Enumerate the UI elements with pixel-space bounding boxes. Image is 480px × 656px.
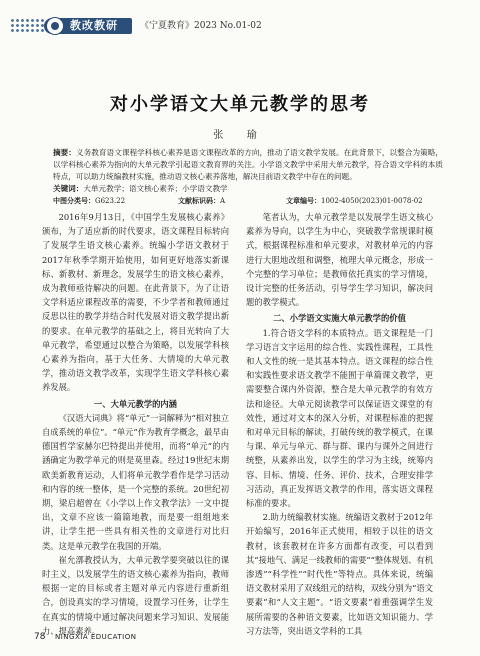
body-paragraph: 1.符合语文学科的本质特点。语文课程是一门学习语言文字运用的综合性、实践性课程，工具性和人文性的统一是其基本特点。语文课程的综合性和实践性要求语文教学不能囿于单篇课文教学，更需要整合课内外资源，整合是大单元教学的有效方法和途径。大单元阅读教学可以保证语文课堂的有效性，通过对文本的深入分析，对课程标准的把握和对单元目标的解读，打破传统的教学模式，在课与课、单元与单元、群与群、课内与课外之间进行统整，从素养出发，以学生的学习为主线，统筹内容、目标、情境、任务、评价、技术，合理安排学习活动，真正发挥语文教学的作用，落实语文课程标准的要求。	[246, 327, 433, 509]
clc-number	[53, 196, 125, 206]
clc-value: G623.22	[95, 197, 126, 205]
journal-issue: 《宁夏教育》2023 No.01-02	[140, 21, 262, 31]
document-code-value: A	[220, 197, 226, 205]
abstract-text: 义务教育语文课程学科核心素养是语文课程改革的方向，推动了语文教学发展。在此背景下，以整合为策略，以学科核心素养为指向的大单元教学引起语文教育界的关注。小学语文教学中采用大单元教学，符合语文学科的本质特点，可以助力统编教材实施，推动语文核心素养落地，解决目前语文教学中存在的问题。	[53, 148, 444, 181]
article-title: 对小学语文大单元教学的思考	[110, 94, 370, 115]
page-footer	[0, 631, 480, 651]
document-code	[178, 196, 225, 206]
document-code-label: 文献标识码：	[178, 197, 220, 205]
article-number	[286, 196, 423, 206]
article-author: 张 瑜	[213, 130, 267, 141]
section-heading: 一、大单元教学的内涵	[94, 398, 177, 409]
body-paragraph: 笔者认为，大单元教学是以发展学生语文核心素养为导向，以学生为中心，突破教学常规课时模式，根据课程标准和单元要求，对教材单元的内容进行大胆地改组和调整，梳理大单元概念，形成一个完整的学习单位；是教师依托真实的学习情境，设计完整的任务活动，引导学生学习知识，解决问题的教学模式。	[246, 212, 433, 308]
page-number: 78	[34, 632, 46, 642]
body-paragraph: 崔允漷教授认为，大单元教学要突破以往的课时主义，以发展学生的语文核心素养为指向，教师根据一定的目标或者主题对单元内容进行重新组合，创设真实的学习情境，设置学习任务，让学生在真实的情境中通过解决问题来学习知识、发展能力、提高素养。	[42, 554, 229, 636]
footer-journal-name: NINGXIA EDUCATION	[55, 633, 137, 641]
article-number-label: 文章编号：	[286, 197, 321, 205]
keywords-text: 大单元教学；语文核心素养；小学语文教学	[83, 184, 228, 193]
abstract-label: 摘要：	[53, 148, 76, 157]
body-paragraph: 2016年9月13日，《中国学生发展核心素养》颁布，为了适应新的时代要求，语文课程目标转向了发展学生语文核心素养。统编小学语文教材于2017年秋季学期开始使用，如何更好地落实新课标、新教材、新理念，发展学生的语文核心素养，成为教师亟待解决的问题。在此背景下，为了让语文学科适应课程改革的需要，不少学者和教师通过反思以往的教学并结合时代发展对语文教学提出新的要求。在单元教学的基础之上，将目光转向了大单元教学，希望通过以整合为策略，以发展学科核心素养为指向，基于大任务、大情境的大单元教学，推动语文教学改革，实现学生语文学科核心素养发展。	[42, 212, 229, 393]
journal-header	[0, 0, 480, 40]
article-number-value: 1002-4050(2023)01-0078-02	[321, 197, 423, 205]
body-column-left	[42, 210, 229, 638]
body-column-right	[246, 210, 433, 638]
clc-label: 中图分类号：	[53, 197, 95, 205]
column-name: 教改教研	[70, 19, 118, 32]
badge-circle-icon	[46, 17, 64, 35]
body-paragraph: 《汉语大词典》将“单元”一词解释为“相对独立自成系统的单位”。“单元”作为教育学概念，最早由德国哲学家赫尔巴特提出并使用，而将“单元”的内涵确定为教学单元的则是莫里森。经过19世纪末期欧美新教育运动，人们将单元教学看作是学习活动和内容的统一整体，是一个完整的系统。20世纪初期，梁启超曾在《小学以上作文教学法》一文中提出，文章不应该一篇篇地教，而是要一组组地来讲，让学生把一些具有相关性的文章进行对比归类。这是单元教学在我国的开端。	[42, 412, 229, 551]
section-heading: 二、小学语文实施大单元教学的价值	[273, 313, 406, 324]
body-paragraph: 2.助力统编教材实施。统编语文教材于2012年开始编写，2016年正式使用，相较于以往的语文教材，该套教材在许多方面都有改变，可以看到其“接地气、满足一线教师的需要”“整体规划、有机渗透”“科学性”“时代性”等特点。具体来说，统编语文教材采用了双线组元的结构，双线分别为“语文要素”和“人文主题”。“语文要素”着重强调学生发展所需要的各种语文要素，比如语文知识能力、学习方法等，突出语文学科的工具	[246, 512, 433, 636]
abstract-block	[53, 147, 443, 195]
keywords-label: 关键词：	[53, 184, 84, 193]
decorative-dot-pattern	[10, 18, 44, 32]
